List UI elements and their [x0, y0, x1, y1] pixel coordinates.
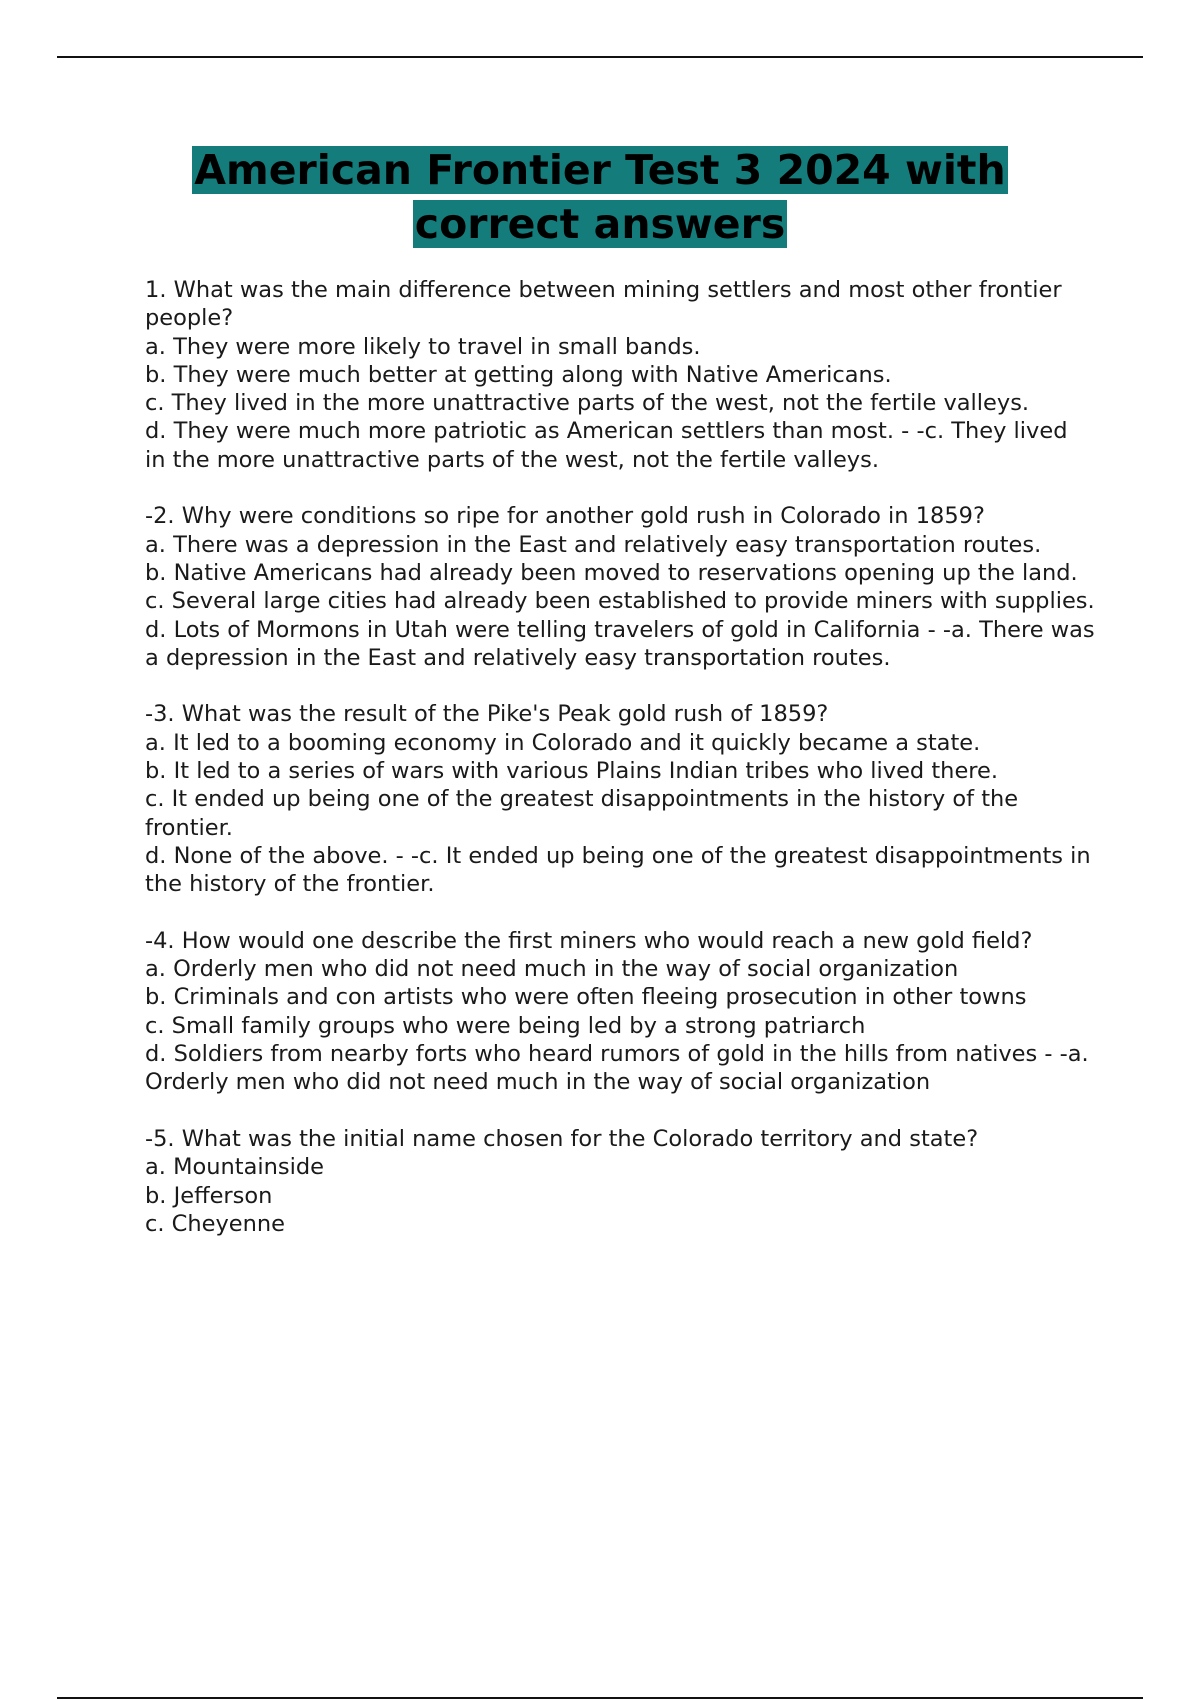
question-text: 1. What was the main difference between mining settlers and most other frontier people? [145, 277, 1062, 332]
answer-option: d. None of the above. - -c. It ended up being one of the greatest disappointments in the history of the frontier. [145, 842, 1091, 898]
title-line-1: American Frontier Test 3 2024 with [194, 146, 1006, 194]
answer-option: b. They were much better at getting along with Native Americans. [145, 361, 892, 388]
question-block [145, 700, 1095, 898]
title-line-2: correct answers [414, 200, 786, 248]
answer-option: d. They were much more patriotic as American settlers than most. - -c. They lived in the more unattractive parts of the west, not the fertile valleys. [145, 418, 1068, 473]
question-text: -5. What was the initial name chosen for the Colorado territory and state? [145, 1125, 979, 1152]
answer-option: b. Native Americans had already been moved to reservations opening up the land. [145, 559, 1078, 586]
answer-option: d. Soldiers from nearby forts who heard rumors of gold in the hills from natives - -a. Orderly men who did not need much in the way of social organization [145, 1041, 1089, 1096]
question-block [145, 502, 1095, 672]
question-block [145, 927, 1095, 1097]
answer-option: c. Small family groups who were being led by a strong patriarch [145, 1012, 866, 1039]
question-text: -2. Why were conditions so ripe for another gold rush in Colorado in 1859? [145, 503, 985, 530]
page-title [120, 143, 1080, 251]
answer-option: c. Cheyenne [145, 1210, 286, 1237]
answer-option: a. Mountainside [145, 1154, 325, 1181]
top-divider [57, 56, 1143, 58]
answer-option: b. Criminals and con artists who were often fleeing prosecution in other towns [145, 984, 1027, 1011]
question-text: -4. How would one describe the first miners who would reach a new gold field? [145, 927, 1033, 954]
answer-option: a. It led to a booming economy in Colorado and it quickly became a state. [145, 729, 981, 756]
answer-option: c. They lived in the more unattractive parts of the west, not the fertile valleys. [145, 390, 1030, 417]
answer-option: a. They were more likely to travel in small bands. [145, 333, 701, 360]
questions-list [145, 276, 1095, 1266]
question-block [145, 1125, 1095, 1238]
answer-option: c. It ended up being one of the greatest disappointments in the history of the frontier. [145, 786, 1019, 841]
question-text: -3. What was the result of the Pike's Peak gold rush of 1859? [145, 701, 829, 728]
bottom-divider [57, 1697, 1143, 1699]
answer-option: b. It led to a series of wars with various Plains Indian tribes who lived there. [145, 758, 999, 785]
answer-option: c. Several large cities had already been established to provide miners with supplies. [145, 588, 1095, 615]
answer-option: a. There was a depression in the East and relatively easy transportation routes. [145, 531, 1042, 558]
answer-option: b. Jefferson [145, 1182, 273, 1209]
answer-option: a. Orderly men who did not need much in the way of social organization [145, 956, 959, 983]
question-block [145, 276, 1095, 474]
answer-option: d. Lots of Mormons in Utah were telling travelers of gold in California - -a. There was a depression in the East and relatively easy transportation routes. [145, 616, 1095, 671]
